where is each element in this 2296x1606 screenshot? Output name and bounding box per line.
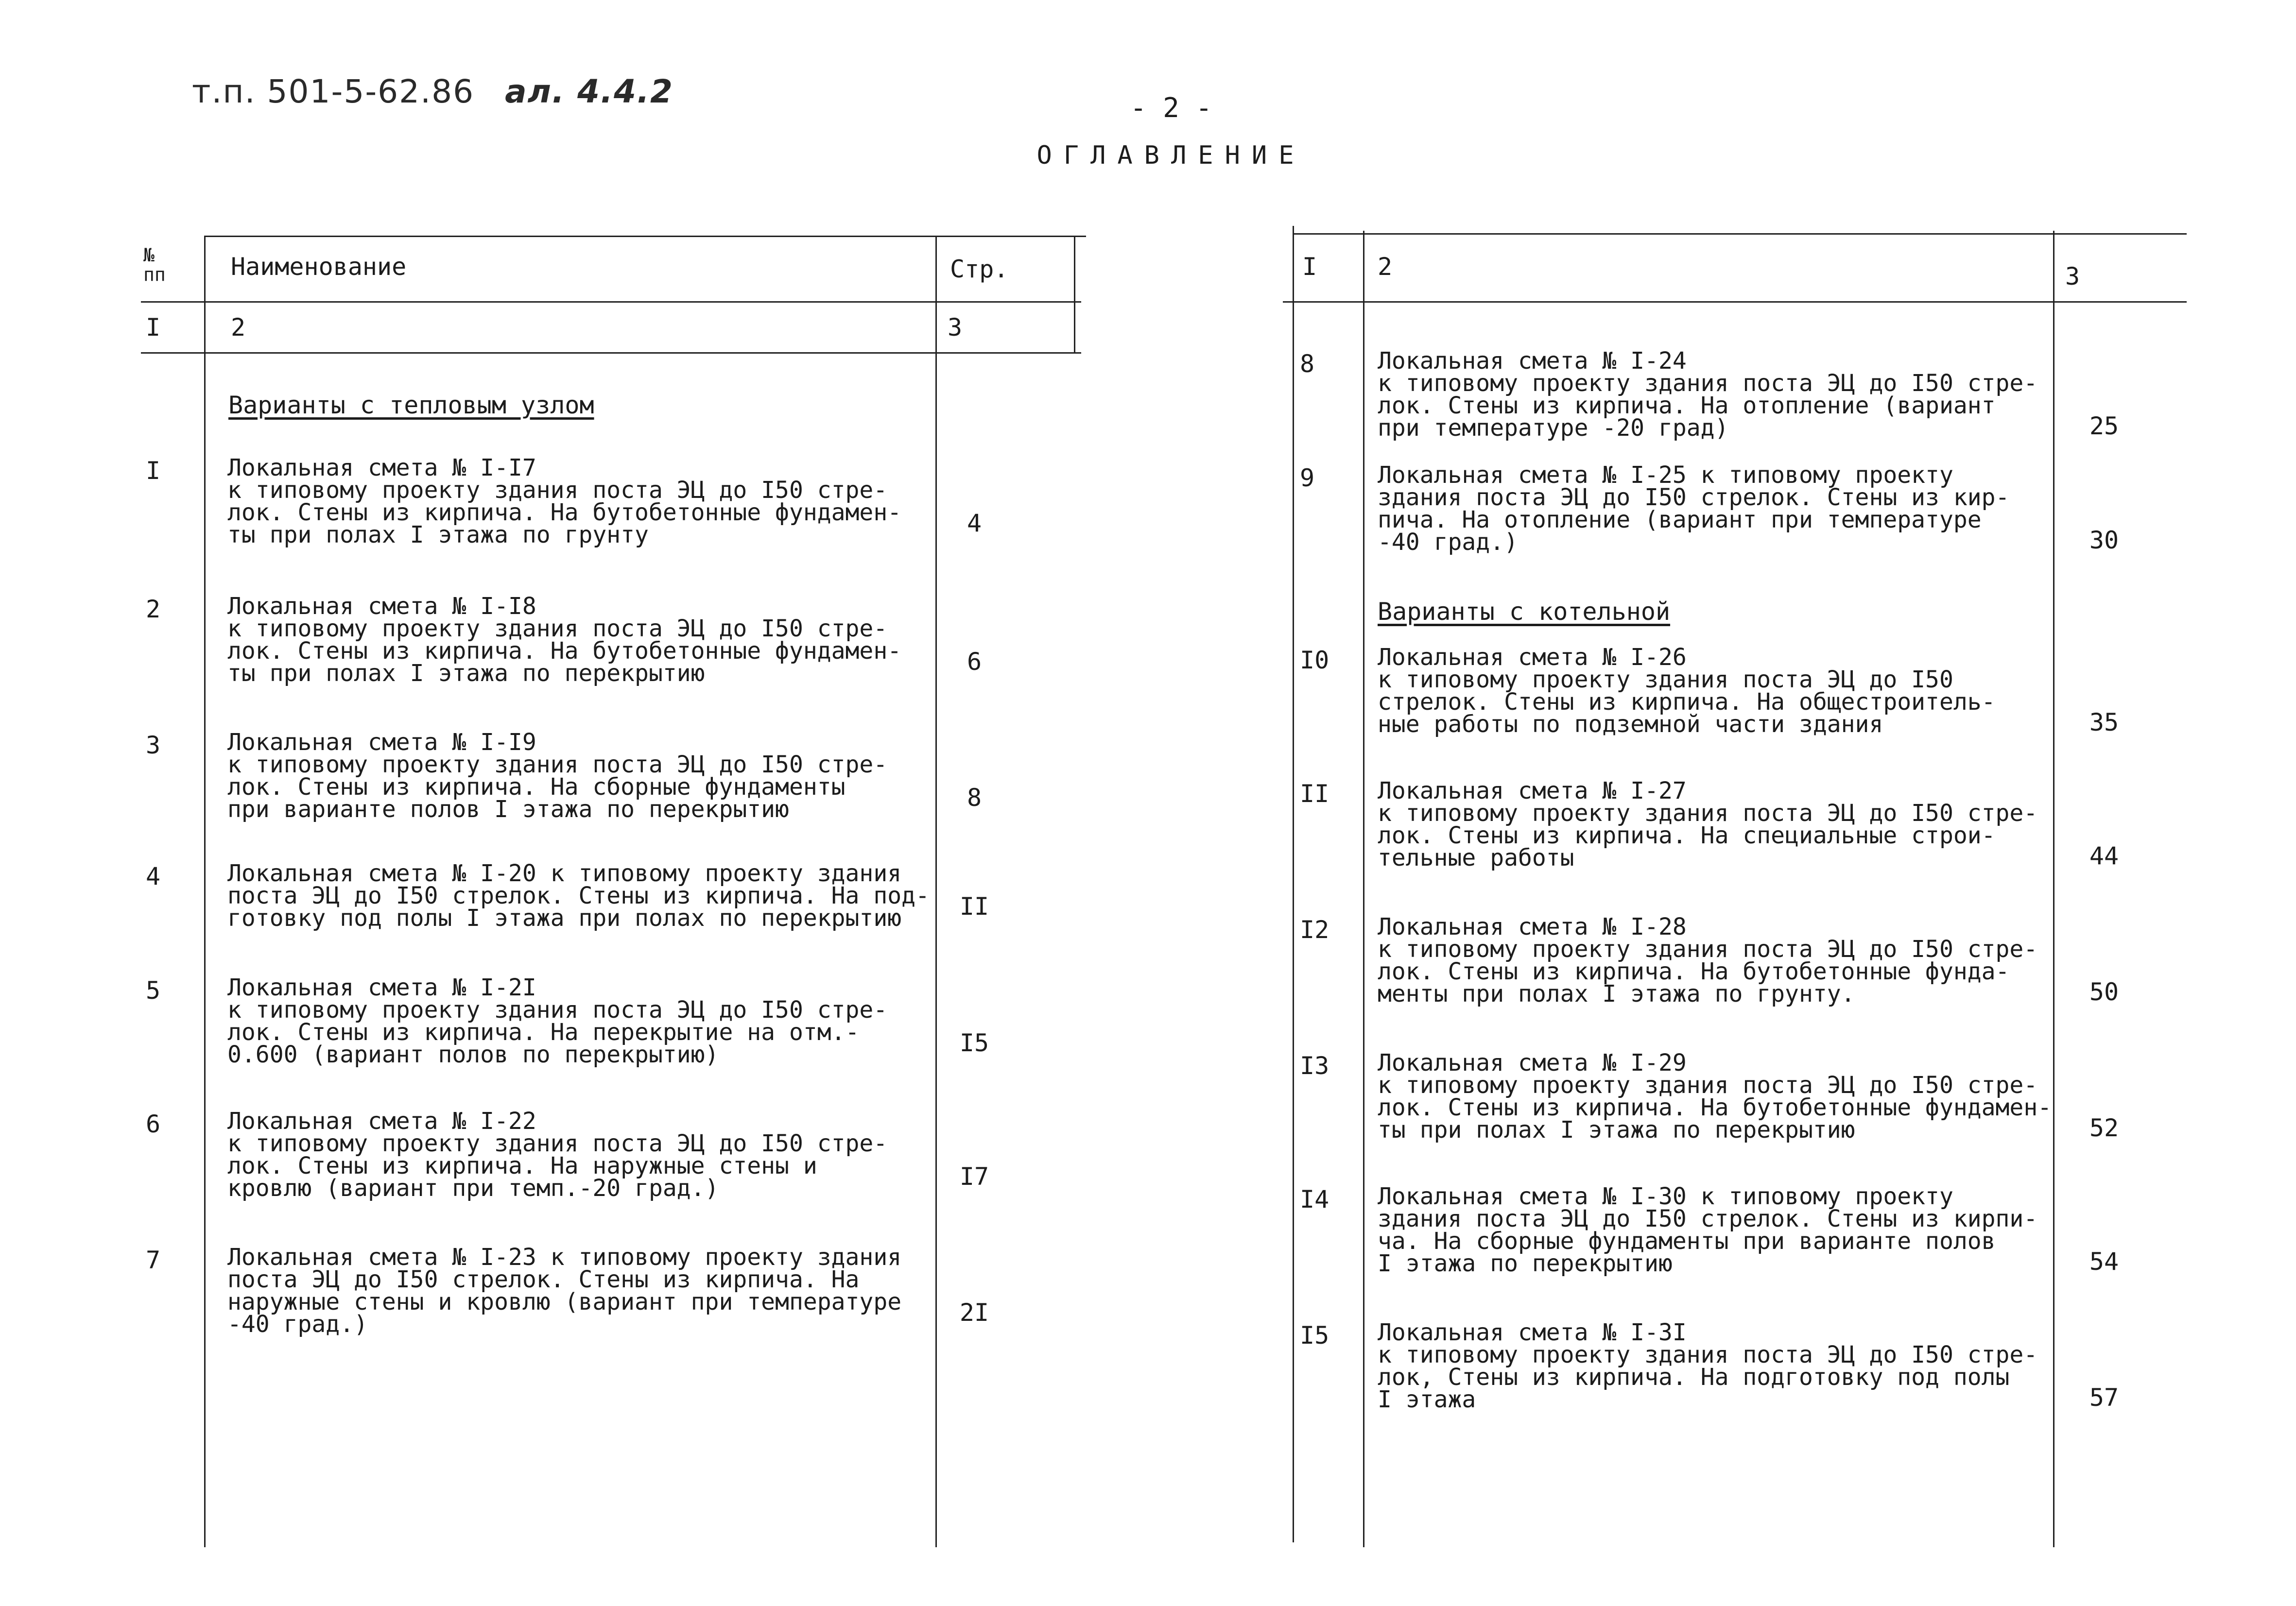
entry-line: поста ЭЦ до I50 стрелок. Стены из кирпича. На под- — [227, 882, 930, 909]
entry-line: I этажа — [1378, 1386, 1476, 1413]
entry-line: Локальная смета № I-2I — [227, 974, 536, 1001]
entry-description — [227, 976, 887, 1066]
entry-line: Локальная смета № I-26 — [1378, 644, 1687, 671]
page-title: ОГЛАВЛЕНИЕ — [1036, 141, 1306, 170]
entry-line: лок. Стены из кирпича. На перекрытие на отм.- — [227, 1019, 860, 1046]
entry-description — [1378, 644, 1996, 738]
entry-page-number: 25 — [2089, 412, 2119, 440]
column-divider — [935, 236, 937, 1547]
entry-description — [227, 729, 888, 823]
section-heading: Варианты с котельной — [1378, 598, 1671, 626]
entry-line: -40 град.) — [1378, 529, 1518, 556]
album-number: ал. 4.4.2 — [505, 73, 673, 110]
entry-line: к типовому проекту здания поста ЭЦ до I50 стре- — [1378, 1072, 2038, 1099]
entry-line: здания поста ЭЦ до I50 стрелок. Стены из кир- — [1378, 484, 2010, 511]
entry-line: лок. Стены из кирпича. На бутобетонные фундамен- — [227, 637, 902, 665]
entry-description — [1378, 777, 2038, 871]
entry-line: к типовому проекту здания поста ЭЦ до I50 стре- — [1378, 800, 2038, 827]
entry-description — [227, 1108, 888, 1202]
entry-line: лок. Стены из кирпича. На бутобетонные фунда- — [1378, 958, 2010, 985]
entry-number: 4 — [146, 862, 161, 890]
entry-line: лок. Стены из кирпича. На бутобетонные фундамен- — [227, 499, 902, 526]
entry-description — [1378, 1321, 2037, 1411]
document-code-handwritten — [192, 73, 673, 110]
entry-line: ты при полах I этажа по грунту — [227, 521, 649, 548]
column-divider — [1363, 231, 1364, 1547]
entry-number: I4 — [1300, 1185, 1329, 1213]
entry-line: к типовому проекту здания поста ЭЦ до I50 стре- — [1378, 1341, 2038, 1368]
entry-line: кровлю (вариант при темп.-20 град.) — [227, 1175, 719, 1202]
entry-line: к типовому проекту здания поста ЭЦ до I50 — [1378, 666, 1953, 693]
entry-line: лок. Стены из кирпича. На бутобетонные фундамен- — [1378, 1094, 2052, 1121]
entry-description — [1378, 1185, 2037, 1275]
entry-line: -40 град.) — [227, 1311, 368, 1338]
entry-number: I — [146, 457, 161, 485]
entry-description — [1378, 913, 2038, 1008]
entry-page-number: 8 — [967, 784, 982, 812]
entry-line: ты при полах I этажа по перекрытию — [1378, 1116, 1855, 1144]
column-number-1: I — [146, 313, 161, 342]
entry-line: 0.600 (вариант полов по перекрытию) — [227, 1041, 719, 1068]
column-number-3: 3 — [2065, 262, 2080, 290]
entry-page-number: 30 — [2089, 526, 2119, 554]
entry-number: 3 — [146, 731, 161, 759]
column-divider — [1293, 226, 1294, 1542]
entry-description — [227, 1244, 902, 1338]
doc-code: т.п. 501-5-62.86 — [192, 73, 475, 110]
entry-page-number: 54 — [2089, 1247, 2119, 1276]
entry-line: Локальная смета № I-I9 — [227, 729, 536, 756]
entry-number: I2 — [1300, 916, 1329, 944]
colnum-rule — [141, 352, 1081, 354]
entry-number: I5 — [1300, 1321, 1329, 1350]
entry-page-number: I7 — [959, 1162, 989, 1191]
entry-line: к типовому проекту здания поста ЭЦ до I50 стре- — [227, 477, 888, 504]
entry-description — [227, 860, 930, 932]
entry-line: Локальная смета № I-30 к типовому проекту — [1378, 1183, 1953, 1210]
page-number: - 2 - — [1130, 92, 1212, 124]
entry-page-number: 4 — [967, 509, 982, 537]
entry-line: лок. Стены из кирпича. На сборные фундаменты — [227, 773, 846, 801]
entry-page-number: 6 — [967, 648, 982, 676]
entry-line: Локальная смета № I-20 к типовому проекту здания — [227, 860, 902, 887]
column-number-3: 3 — [948, 313, 963, 342]
entry-description — [1378, 461, 2010, 556]
entry-line: Локальная смета № I-I7 — [227, 454, 536, 481]
entry-page-number: I5 — [959, 1029, 989, 1057]
entry-line: к типовому проекту здания поста ЭЦ до I50 стре- — [227, 615, 888, 642]
entry-page-number: II — [959, 892, 989, 921]
toc-table-left — [141, 236, 1081, 1547]
entry-description — [227, 454, 902, 548]
entry-page-number: 57 — [2089, 1384, 2119, 1412]
entry-number: 5 — [146, 976, 161, 1005]
entry-line: при температуре -20 град) — [1378, 414, 1729, 442]
toc-table-right — [1283, 231, 2187, 1547]
column-divider — [204, 236, 206, 1547]
entry-number: 2 — [146, 595, 161, 623]
entry-page-number: 44 — [2089, 842, 2119, 870]
entry-line: Локальная смета № I-I8 — [227, 593, 536, 620]
entry-page-number: 52 — [2089, 1114, 2119, 1142]
entry-line: к типовому проекту здания поста ЭЦ до I50 стре- — [227, 751, 888, 778]
entry-line: лок. Стены из кирпича. На отопление (вариант — [1378, 392, 1996, 419]
entry-line: стрелок. Стены из кирпича. На общестроитель- — [1378, 688, 1996, 716]
entry-line: лок. Стены из кирпича. На специальные строи- — [1378, 822, 1996, 849]
entry-number: I3 — [1300, 1052, 1329, 1080]
entry-page-number: 2I — [959, 1298, 989, 1327]
entry-description — [227, 593, 902, 687]
entry-description — [1378, 1049, 2052, 1144]
entry-line: к типовому проекту здания поста ЭЦ до I50 стре- — [1378, 936, 2038, 963]
entry-line: Локальная смета № I-25 к типовому проекту — [1378, 461, 1953, 489]
entry-page-number: 35 — [2089, 708, 2119, 736]
entry-line: Локальная смета № I-3I — [1378, 1319, 1687, 1346]
entry-number: II — [1300, 780, 1329, 808]
column-number-2: 2 — [1378, 253, 1393, 281]
entry-line: ты при полах I этажа по перекрытию — [227, 660, 705, 687]
entry-line: пича. На отопление (вариант при температуре — [1378, 506, 1982, 533]
entry-line: Локальная смета № I-24 — [1378, 347, 1687, 375]
entry-line: лок, Стены из кирпича. На подготовку под полы — [1378, 1364, 2010, 1391]
column-number-1: I — [1302, 253, 1317, 281]
entry-description — [1378, 347, 2038, 442]
header-rule — [141, 301, 1081, 303]
table-top-rule — [204, 236, 1086, 237]
header-name-column: Наименование — [231, 253, 407, 281]
entry-line: при варианте полов I этажа по перекрытию — [227, 796, 789, 823]
entry-line: к типовому проекту здания поста ЭЦ до I50 стре- — [227, 996, 888, 1024]
entry-line: Локальная смета № I-27 — [1378, 777, 1687, 804]
entry-line: наружные стены и кровлю (вариант при температуре — [227, 1288, 902, 1316]
entry-page-number: 50 — [2089, 978, 2119, 1006]
entry-line: Локальная смета № I-28 — [1378, 913, 1687, 940]
entry-line: Локальная смета № I-29 — [1378, 1049, 1687, 1076]
entry-line: Локальная смета № I-23 к типовому проекту здания — [227, 1244, 902, 1271]
header-number-column: № пп — [143, 244, 166, 285]
entry-number: 7 — [146, 1246, 161, 1274]
entry-line: поста ЭЦ до I50 стрелок. Стены из кирпича. На — [227, 1266, 860, 1293]
entry-line: менты при полах I этажа по грунту. — [1378, 980, 1855, 1008]
entry-line: здания поста ЭЦ до I50 стрелок. Стены из кирпи- — [1378, 1205, 2038, 1232]
entry-line: к типовому проекту здания поста ЭЦ до I50 стре- — [1378, 370, 2038, 397]
header-page-column: Стр. — [950, 255, 1009, 283]
entry-number: 9 — [1300, 464, 1315, 492]
entry-line: готовку под полы I этажа при полах по перекрытию — [227, 905, 902, 932]
section-heading: Варианты с тепловым узлом — [228, 391, 594, 419]
entry-number: 6 — [146, 1110, 161, 1138]
table-right-border — [1074, 236, 1075, 352]
column-number-2: 2 — [231, 313, 246, 342]
entry-line: ные работы по подземной части здания — [1378, 711, 1883, 738]
entry-number: I0 — [1300, 646, 1329, 674]
entry-line: лок. Стены из кирпича. На наружные стены и — [227, 1152, 817, 1179]
entry-line: I этажа по перекрытию — [1378, 1250, 1673, 1277]
entry-line: Локальная смета № I-22 — [227, 1108, 536, 1135]
column-divider — [2053, 231, 2054, 1547]
entry-line: к типовому проекту здания поста ЭЦ до I50 стре- — [227, 1130, 888, 1157]
entry-line: ча. На сборные фундаменты при варианте полов — [1378, 1228, 1996, 1255]
entry-number: 8 — [1300, 350, 1315, 378]
entry-line: тельные работы — [1378, 844, 1574, 871]
table-top-rule — [1293, 233, 2187, 235]
header-rule — [1283, 301, 2187, 303]
